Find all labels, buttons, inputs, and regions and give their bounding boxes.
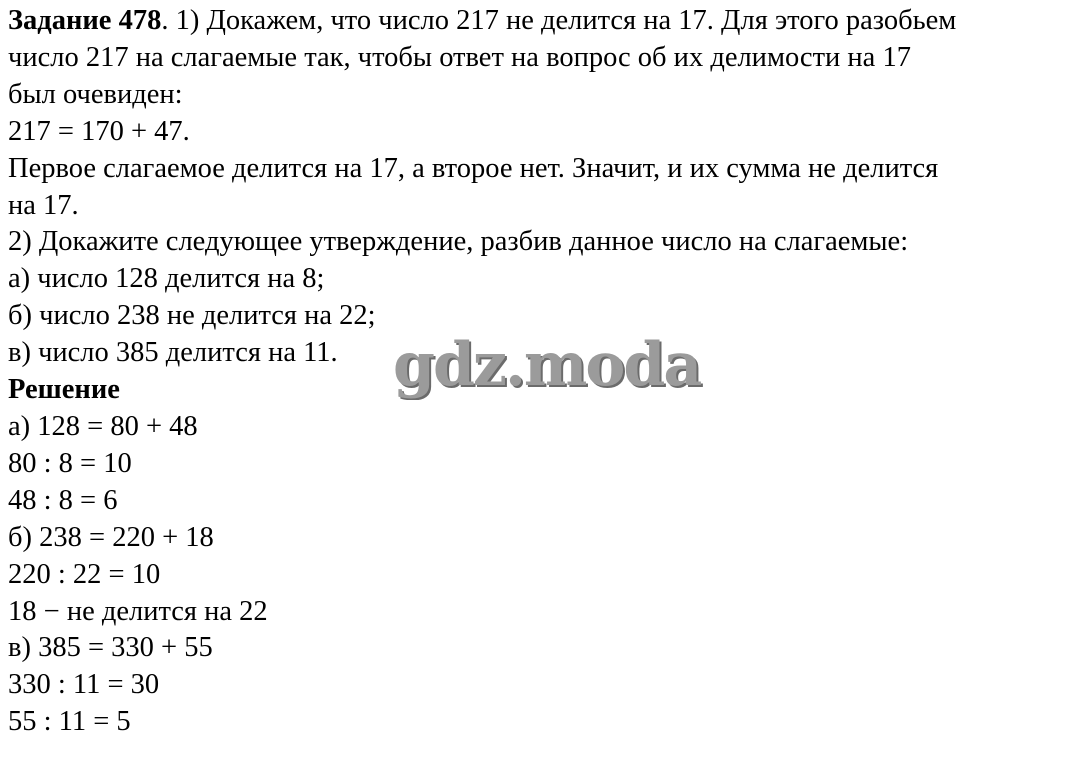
solution-line: б) 238 = 220 + 18 bbox=[8, 521, 214, 553]
task-line: был очевиден: bbox=[8, 78, 183, 110]
solution-heading: Решение bbox=[8, 374, 120, 406]
solution-line: 18 − не делится на 22 bbox=[8, 595, 268, 627]
solution-line: 330 : 11 = 30 bbox=[8, 669, 160, 701]
task-line: число 217 на слагаемые так, чтобы ответ на вопрос об их делимости на 17 bbox=[8, 41, 911, 73]
task-line: Первое слагаемое делится на 17, а второе нет. Значит, и их сумма не делится bbox=[8, 152, 939, 184]
solution-line: а) 128 = 80 + 48 bbox=[8, 410, 198, 442]
task-intro-text: . 1) Докажем, что число 217 не делится на 17. Для этого разобьем bbox=[161, 5, 957, 36]
task-line: в) число 385 делится на 11. bbox=[8, 337, 338, 369]
task-line: 217 = 170 + 47. bbox=[8, 115, 190, 147]
solution-line: в) 385 = 330 + 55 bbox=[8, 632, 213, 664]
solution-line: 55 : 11 = 5 bbox=[8, 706, 131, 738]
task-title: Задание 478 bbox=[8, 5, 162, 36]
watermark: gdz.moda bbox=[393, 330, 701, 400]
task-line: на 17. bbox=[8, 189, 79, 221]
solution-line: 220 : 22 = 10 bbox=[8, 558, 161, 590]
task-line: 2) Докажите следующее утверждение, разбив данное число на слагаемые: bbox=[8, 226, 909, 258]
task-intro-line bbox=[8, 3, 1083, 40]
solution-line: 48 : 8 = 6 bbox=[8, 484, 118, 516]
task-line: б) число 238 не делится на 22; bbox=[8, 300, 376, 332]
task-line: а) число 128 делится на 8; bbox=[8, 263, 325, 295]
solution-line: 80 : 8 = 10 bbox=[8, 447, 132, 479]
